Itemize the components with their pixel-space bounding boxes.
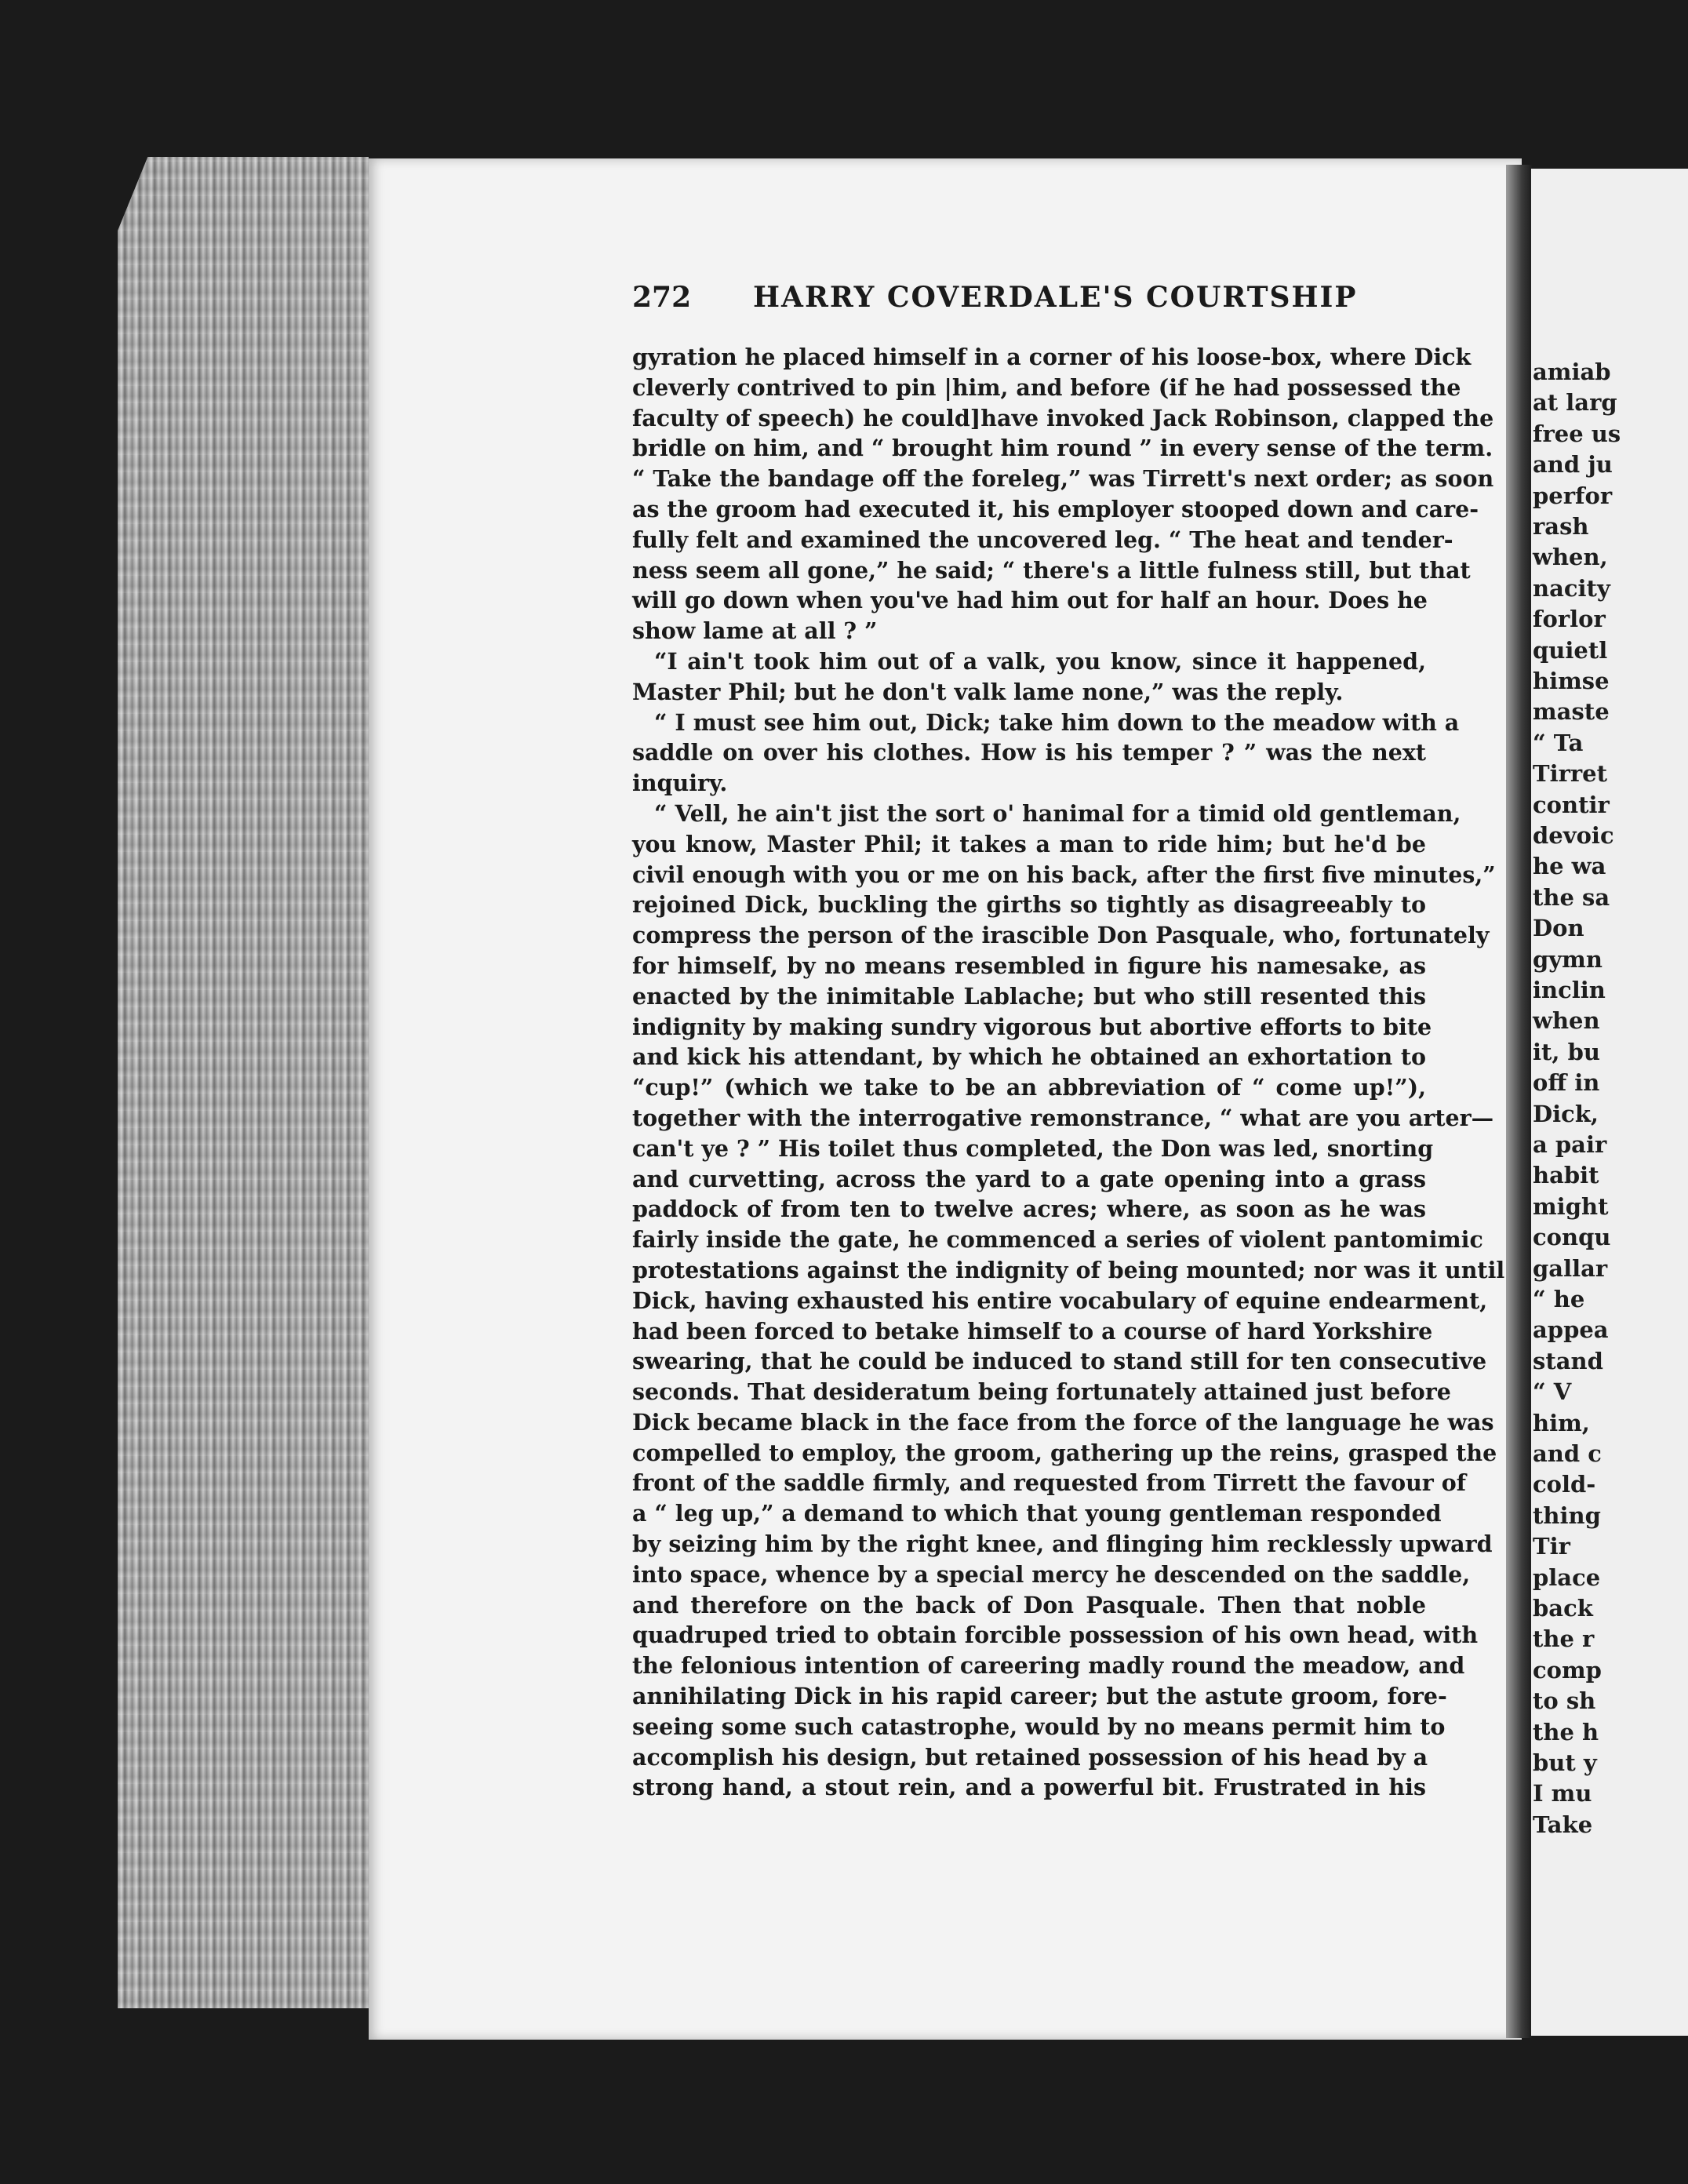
facing-page-fragment: the sa [1533, 883, 1610, 911]
facing-page-fragment: appea [1533, 1316, 1609, 1344]
text-line: will go down when you've had him out for half an hour. Does he [632, 587, 1428, 614]
text-line: together with the interrogative remonstrance, “ what are you arter— [632, 1104, 1494, 1131]
text-line: Dick, having exhausted his entire vocabulary of equine endearment, [632, 1287, 1488, 1314]
facing-page-fragment: at larg [1533, 389, 1617, 417]
facing-page-fragment: Don [1533, 915, 1584, 942]
facing-page-fragment: back [1533, 1595, 1593, 1622]
facing-page-fragment: thing [1533, 1502, 1601, 1529]
text-line: compress the person of the irascible Don Pasquale, who, fortunately [632, 922, 1490, 949]
page-edges [118, 157, 369, 2008]
facing-page-fragment: Tir [1533, 1533, 1570, 1560]
facing-page-fragment: him, [1533, 1409, 1590, 1436]
text-line: rejoined Dick, buckling the girths so tightly as disagreeably to [632, 891, 1426, 919]
book-gutter [1506, 165, 1533, 2038]
text-line: gyration he placed himself in a corner of his loose-box, where Dick [632, 344, 1472, 370]
facing-page [1531, 169, 1688, 2036]
text-line: “I ain't took him out of a valk, you know, since it happened, [654, 647, 1426, 675]
facing-page-fragment: gymn [1533, 945, 1603, 973]
facing-page-fragment: might [1533, 1192, 1609, 1220]
facing-page-fragment: the r [1533, 1625, 1595, 1653]
facing-page-fragment: Dick, [1533, 1100, 1599, 1127]
text-line: you know, Master Phil; it takes a man to ride him; but he'd be [632, 830, 1426, 857]
running-title: HARRY COVERDALE'S COURTSHIP [753, 281, 1358, 314]
text-line: compelled to employ, the groom, gathering up the reins, grasped the [632, 1439, 1497, 1466]
facing-page-fragment: place [1533, 1563, 1601, 1591]
facing-page-fragment: quietl [1533, 636, 1608, 664]
facing-page-fragment: devoic [1533, 822, 1614, 849]
facing-page-fragment: free us [1533, 420, 1621, 447]
page-number: 272 [632, 281, 692, 314]
facing-page-fragment: stand [1533, 1347, 1603, 1374]
facing-page-fragment: off in [1533, 1069, 1600, 1097]
text-line: fully felt and examined the uncovered leg. “ The heat and tender- [632, 526, 1453, 553]
facing-page-fragment: perfor [1533, 482, 1613, 509]
body-text [632, 342, 1505, 1803]
facing-page-fragment: I mu [1533, 1780, 1592, 1807]
facing-page-fragment: maste [1533, 698, 1610, 726]
text-line: show lame at all ? ” [632, 617, 878, 645]
facing-page-fragment: and c [1533, 1440, 1602, 1467]
text-line: the felonious intention of careering madly round the meadow, and [632, 1652, 1465, 1680]
running-head [632, 281, 1426, 328]
text-line: protestations against the indignity of being mounted; nor was it until [632, 1256, 1505, 1283]
text-line: accomplish his design, but retained possession of his head by a [632, 1743, 1428, 1771]
facing-page-fragment: cold- [1533, 1471, 1596, 1498]
text-line: cleverly contrived to pin |him, and before (if he had possessed the [632, 373, 1461, 401]
facing-page-fragment: rash [1533, 513, 1589, 540]
text-line: had been forced to betake himself to a course of hard Yorkshire [632, 1317, 1433, 1345]
text-line: “ I must see him out, Dick; take him down to the meadow with a [654, 708, 1460, 736]
facing-page-fragment: comp [1533, 1656, 1602, 1684]
facing-page-fragment: but y [1533, 1749, 1597, 1776]
text-line: indignity by making sundry vigorous but abortive efforts to bite [632, 1013, 1432, 1040]
text-line: swearing, that he could be induced to stand still for ten consecutive [632, 1348, 1487, 1375]
text-line: strong hand, a stout rein, and a powerful bit. Frustrated in his [632, 1774, 1426, 1801]
facing-page-fragment: Tirret [1533, 760, 1608, 788]
facing-page-fragment: and ju [1533, 451, 1613, 479]
text-line: into space, whence by a special mercy he descended on the saddle, [632, 1560, 1471, 1588]
facing-page-fragment: conqu [1533, 1224, 1611, 1251]
facing-page-fragment: a pair [1533, 1131, 1607, 1158]
text-line: and curvetting, across the yard to a gate opening into a grass [632, 1165, 1426, 1192]
text-line: and therefore on the back of Don Pasquale. Then that noble [632, 1591, 1426, 1618]
text-line: civil enough with you or me on his back, after the first five minutes,” [632, 861, 1496, 888]
text-line: “ Take the bandage off the foreleg,” was Tirrett's next order; as soon [632, 465, 1494, 493]
text-line: enacted by the inimitable Lablache; but who still resented this [632, 982, 1426, 1010]
text-line: “cup!” (which we take to be an abbreviation of “ come up!”), [632, 1074, 1426, 1101]
text-line: saddle on over his clothes. How is his temper ? ” was the next [632, 739, 1426, 766]
text-line: and kick his attendant, by which he obtained an exhortation to [632, 1043, 1426, 1071]
text-line: by seizing him by the right knee, and flinging him recklessly upward [632, 1531, 1493, 1558]
text-line: Master Phil; but he don't valk lame none,” was the reply. [632, 678, 1344, 705]
facing-page-fragment: himse [1533, 668, 1610, 694]
facing-page-fragment: inclin [1533, 977, 1606, 1003]
text-line: fairly inside the gate, he commenced a series of violent pantomimic [632, 1226, 1483, 1254]
facing-page-fragment: “ he [1533, 1286, 1585, 1312]
text-line: a “ leg up,” a demand to which that young gentleman responded [632, 1500, 1442, 1527]
facing-page-fragment: Take [1533, 1811, 1593, 1838]
facing-page-fragment: gallar [1533, 1254, 1608, 1282]
facing-page-fragment: the h [1533, 1718, 1599, 1745]
facing-page-fragment: “ Ta [1533, 729, 1584, 756]
facing-page-fragment: he wa [1533, 853, 1606, 880]
text-line: paddock of from ten to twelve acres; where, as soon as he was [632, 1196, 1426, 1223]
facing-page-fragment: amiab [1533, 359, 1611, 385]
text-line: ness seem all gone,” he said; “ there's a little fulness still, but that [632, 556, 1471, 584]
text-line: seeing some such catastrophe, would by no means permit him to [632, 1713, 1446, 1740]
text-line: for himself, by no means resembled in figure his namesake, as [632, 952, 1426, 979]
facing-page-fragment: “ V [1533, 1378, 1572, 1406]
text-line: can't ye ? ” His toilet thus completed, the Don was led, snorting [632, 1134, 1434, 1162]
facing-page-fragment: contir [1533, 791, 1610, 818]
text-line: inquiry. [632, 770, 728, 797]
text-line: faculty of speech) he could]have invoked Jack Robinson, clapped the [632, 404, 1494, 431]
facing-page-fragment: forlor [1533, 606, 1606, 633]
text-line: Dick became black in the face from the force of the language he was [632, 1408, 1494, 1436]
text-line: front of the saddle firmly, and requested from Tirrett the favour of [632, 1469, 1467, 1497]
text-line: seconds. That desideratum being fortunately attained just before [632, 1378, 1451, 1406]
facing-page-fragment: it, bu [1533, 1038, 1600, 1065]
text-line: quadruped tried to obtain forcible possession of his own head, with [632, 1622, 1479, 1649]
facing-page-fragment: to sh [1533, 1687, 1596, 1715]
facing-page-fragment: nacity [1533, 574, 1610, 602]
text-line: “ Vell, he ain't jist the sort o' hanimal for a timid old gentleman, [654, 799, 1461, 827]
facing-page-fragment: when, [1533, 544, 1608, 571]
facing-page-fragment: when [1533, 1007, 1600, 1035]
text-line: as the groom had executed it, his employer stooped down and care- [632, 495, 1479, 522]
text-line: bridle on him, and “ brought him round ” in every sense of the term. [632, 435, 1493, 462]
text-line: annihilating Dick in his rapid career; but the astute groom, fore- [632, 1683, 1447, 1710]
facing-page-fragment: habit [1533, 1162, 1599, 1189]
